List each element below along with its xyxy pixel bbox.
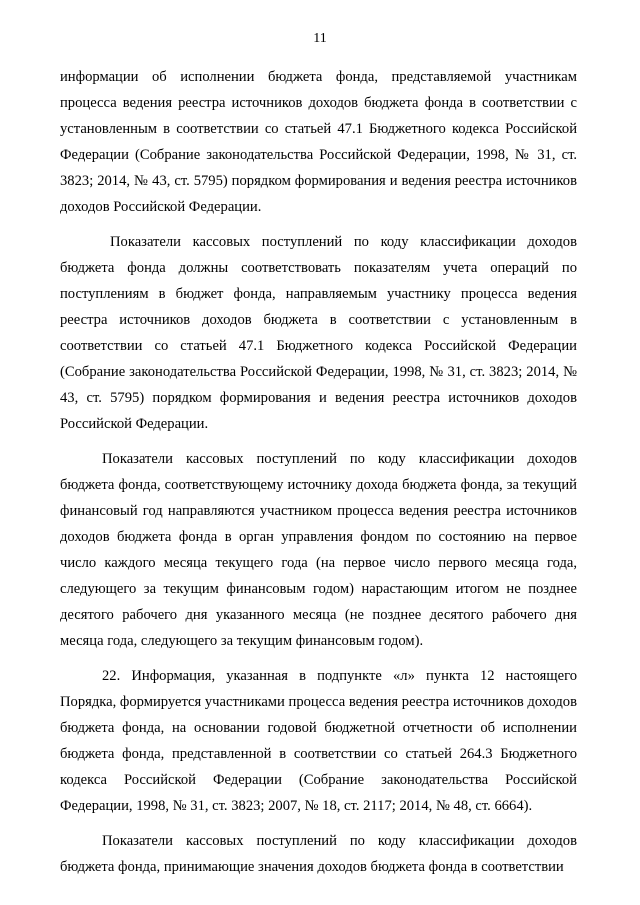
paragraph-kassovye-pokazateli: Показатели кассовых поступлений по коду классификации доходов бюджета фонда должны соответствовать показателям учета операций по поступлениям в бюджет фонда, направляемым участнику процесса ведения реестра источников доходов бюджета в соответствии с установленным в соответствии со статьей 47.1 Бюджетного кодекса Российской Федерации (Собрание законодательства Российской Федерации, 1998, № 31, ст. 3823; 2014, № 43, ст. 5795) порядком формирования и ведения реестра источников доходов Российской Федерации. bbox=[60, 234, 577, 432]
document-body bbox=[60, 64, 577, 880]
paragraph-continuation: информации об исполнении бюджета фонда, представляемой участникам процесса ведения реестра источников доходов бюджета фонда в соответствии с установленным в соответствии со статьей 47.1 Бюджетного кодекса Российской Федерации (Собрание законодательства Российской Федерации, 1998, № 31, ст. 3823; 2014, № 43, ст. 5795) порядком формирования и ведения реестра источников доходов Российской Федерации. bbox=[60, 69, 577, 215]
paragraph-pokazateli-po-istochniku: Показатели кассовых поступлений по коду классификации доходов бюджета фонда, соответствующему источнику дохода бюджета фонда, за текущий финансовый год направляются участником процесса ведения реестра источников доходов бюджета фонда в орган управления фондом по состоянию на первое число каждого месяца текущего года (на первое число первого месяца года, следующего за текущим финансовым годом) нарастающим итогом не позднее десятого рабочего дня указанного месяца (не позднее десятого рабочего дня месяца года, следующего за текущим финансовым годом). bbox=[60, 451, 577, 649]
paragraph-pokazateli-znacheniya: Показатели кассовых поступлений по коду классификации доходов бюджета фонда, принимающие значения доходов бюджета фонда в соответствии bbox=[60, 833, 577, 875]
paragraph-item-22: 22. Информация, указанная в подпункте «л» пункта 12 настоящего Порядка, формируется участниками процесса ведения реестра источников доходов бюджета фонда, на основании годовой бюджетной отчетности об исполнении бюджета фонда, представленной в соответствии со статьей 264.3 Бюджетного кодекса Российской Федерации (Собрание законодательства Российской Федерации, 1998, № 31, ст. 3823; 2007, № 18, ст. 2117; 2014, № 48, ст. 6664). bbox=[60, 668, 577, 814]
page-number: 11 bbox=[313, 31, 327, 46]
